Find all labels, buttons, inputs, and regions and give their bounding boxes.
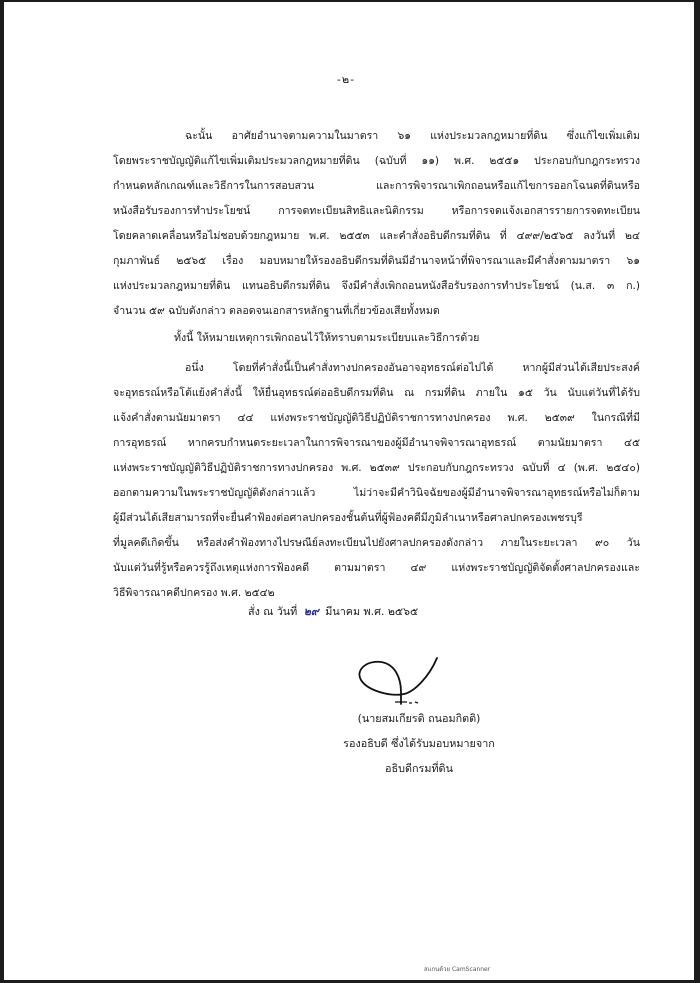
signatory-organization: อธิบดีกรมที่ดิน: [385, 762, 453, 775]
paragraph-3-line: วิธีพิจารณาคดีปกครอง พ.ศ. ๒๕๔๒: [113, 587, 275, 599]
signatory-position: รองอธิบดี ซึ่งได้รับมอบหมายจาก: [343, 737, 495, 750]
signature-icon: [349, 652, 449, 712]
paragraph-1-line: แห่งประมวลกฎหมายที่ดิน แทนอธิบดีกรมที่ดิน จึงมีคำสั่งเพิกถอนหนังสือรับรองการทำประโยชน์ (น.ส. ๓ ก.): [113, 280, 640, 292]
page-number: -๒-: [336, 73, 356, 86]
paragraph-1-line: ฉะนั้น อาศัยอำนาจตามความในมาตรา ๖๑ แห่งประมวลกฎหมายที่ดิน ซึ่งแก้ไขเพิ่มเติม: [185, 130, 640, 142]
paragraph-1-line: จำนวน ๕๙ ฉบับดังกล่าว ตลอดจนเอกสารหลักฐานที่เกี่ยวข้องเสียทั้งหมด: [113, 305, 440, 317]
paragraph-1-line: หนังสือรับรองการทำประโยชน์ การจดทะเบียนสิทธิและนิติกรรม หรือการจดแจ้งเอกสารรายการจดทะเบียน: [113, 205, 640, 217]
paragraph-2-line: ทั้งนี้ ให้หมายเหตุการเพิกถอนไว้ให้ทราบตามระเบียบและวิธีการด้วย: [174, 332, 480, 344]
document-page: [4, 2, 694, 980]
paragraph-3-line: แจ้งคำสั่งตามนัยมาตรา ๔๔ แห่งพระราชบัญญัติวิธีปฏิบัติราชการทางปกครอง พ.ศ. ๒๕๓๙ ในกรณีที่มี: [113, 412, 640, 424]
paragraph-3-line: การอุทธรณ์ หากครบกำหนดระยะเวลาในการพิจารณาของผู้มีอำนาจพิจารณาอุทธรณ์ ตามนัยมาตรา ๔๕: [113, 437, 640, 449]
order-date-prefix: สั่ง ณ วันที่: [248, 605, 298, 618]
paragraph-1-line: กุมภาพันธ์ ๒๕๖๕ เรื่อง มอบหมายให้รองอธิบดีกรมที่ดินมีอำนาจหน้าที่พิจารณาและมีคำสั่งตามมาตรา ๖๑: [113, 255, 640, 267]
paragraph-3-line: แห่งพระราชบัญญัติวิธีปฏิบัติราชการทางปกครอง พ.ศ. ๒๕๓๙ ประกอบกับกฎกระทรวง ฉบับที่ ๔ (พ.ศ. ๒๕๔๐): [113, 462, 640, 474]
paragraph-3-line: ที่มูลคดีเกิดขึ้น หรือส่งคำฟ้องทางไปรษณีย์ลงทะเบียนไปยังศาลปกครองดังกล่าว ภายในระยะเวลา ๙๐ วัน: [113, 537, 640, 549]
camscanner-watermark: สแกนด้วย CamScanner: [424, 966, 491, 973]
paragraph-3-line: ออกตามความในพระราชบัญญัติดังกล่าวแล้ว ไม่ว่าจะมีคำวินิจฉัยของผู้มีอำนาจพิจารณาอุทธรณ์หรือไม่ก็ตาม: [113, 487, 640, 499]
paragraph-1-line: กำหนดหลักเกณฑ์และวิธีการในการสอบสวน และการพิจารณาเพิกถอนหรือแก้ไขการออกโฉนดที่ดินหรือ: [113, 180, 640, 192]
paragraph-3-line: อนึ่ง โดยที่คำสั่งนี้เป็นคำสั่งทางปกครองอันอาจอุทธรณ์ต่อไปได้ หากผู้มีส่วนได้เสียประสงค์: [185, 362, 640, 374]
paragraph-3-line: นับแต่วันที่รู้หรือควรรู้ถึงเหตุแห่งการฟ้องคดี ตามมาตรา ๔๙ แห่งพระราชบัญญัติจัดตั้งศาลปกครองและ: [113, 562, 640, 574]
signatory-name: (นายสมเกียรติ ถนอมกิตติ): [357, 712, 481, 725]
paragraph-3-line: จะอุทธรณ์หรือโต้แย้งคำสั่งนี้ ให้ยื่นอุทธรณ์ต่ออธิบดีกรมที่ดิน ณ กรมที่ดิน ภายใน ๑๕ วัน นับแต่วันที่ได้รับ: [113, 387, 640, 399]
paragraph-3-line: ผู้มีส่วนได้เสียสามารถที่จะยื่นคำฟ้องต่อศาลปกครองชั้นต้นที่ผู้ฟ้องคดีมีภูมิลำเนาหรือศาลปกครองเพชรบุรี: [113, 512, 583, 524]
handwritten-day: ๒๙: [303, 605, 319, 618]
paragraph-1-line: โดยพระราชบัญญัติแก้ไขเพิ่มเติมประมวลกฎหมายที่ดิน (ฉบับที่ ๑๑) พ.ศ. ๒๕๕๑ ประกอบกับกฎกระทรวง: [113, 155, 640, 167]
paragraph-1-line: โดยคลาดเคลื่อนหรือไม่ชอบด้วยกฎหมาย พ.ศ. ๒๕๕๓ และคำสั่งอธิบดีกรมที่ดิน ที่ ๔๙๙/๒๕๖๕ ลงวันที่ ๒๔: [113, 230, 640, 242]
order-date: [248, 605, 418, 619]
order-date-suffix: มีนาคม พ.ศ. ๒๕๖๕: [325, 605, 419, 618]
